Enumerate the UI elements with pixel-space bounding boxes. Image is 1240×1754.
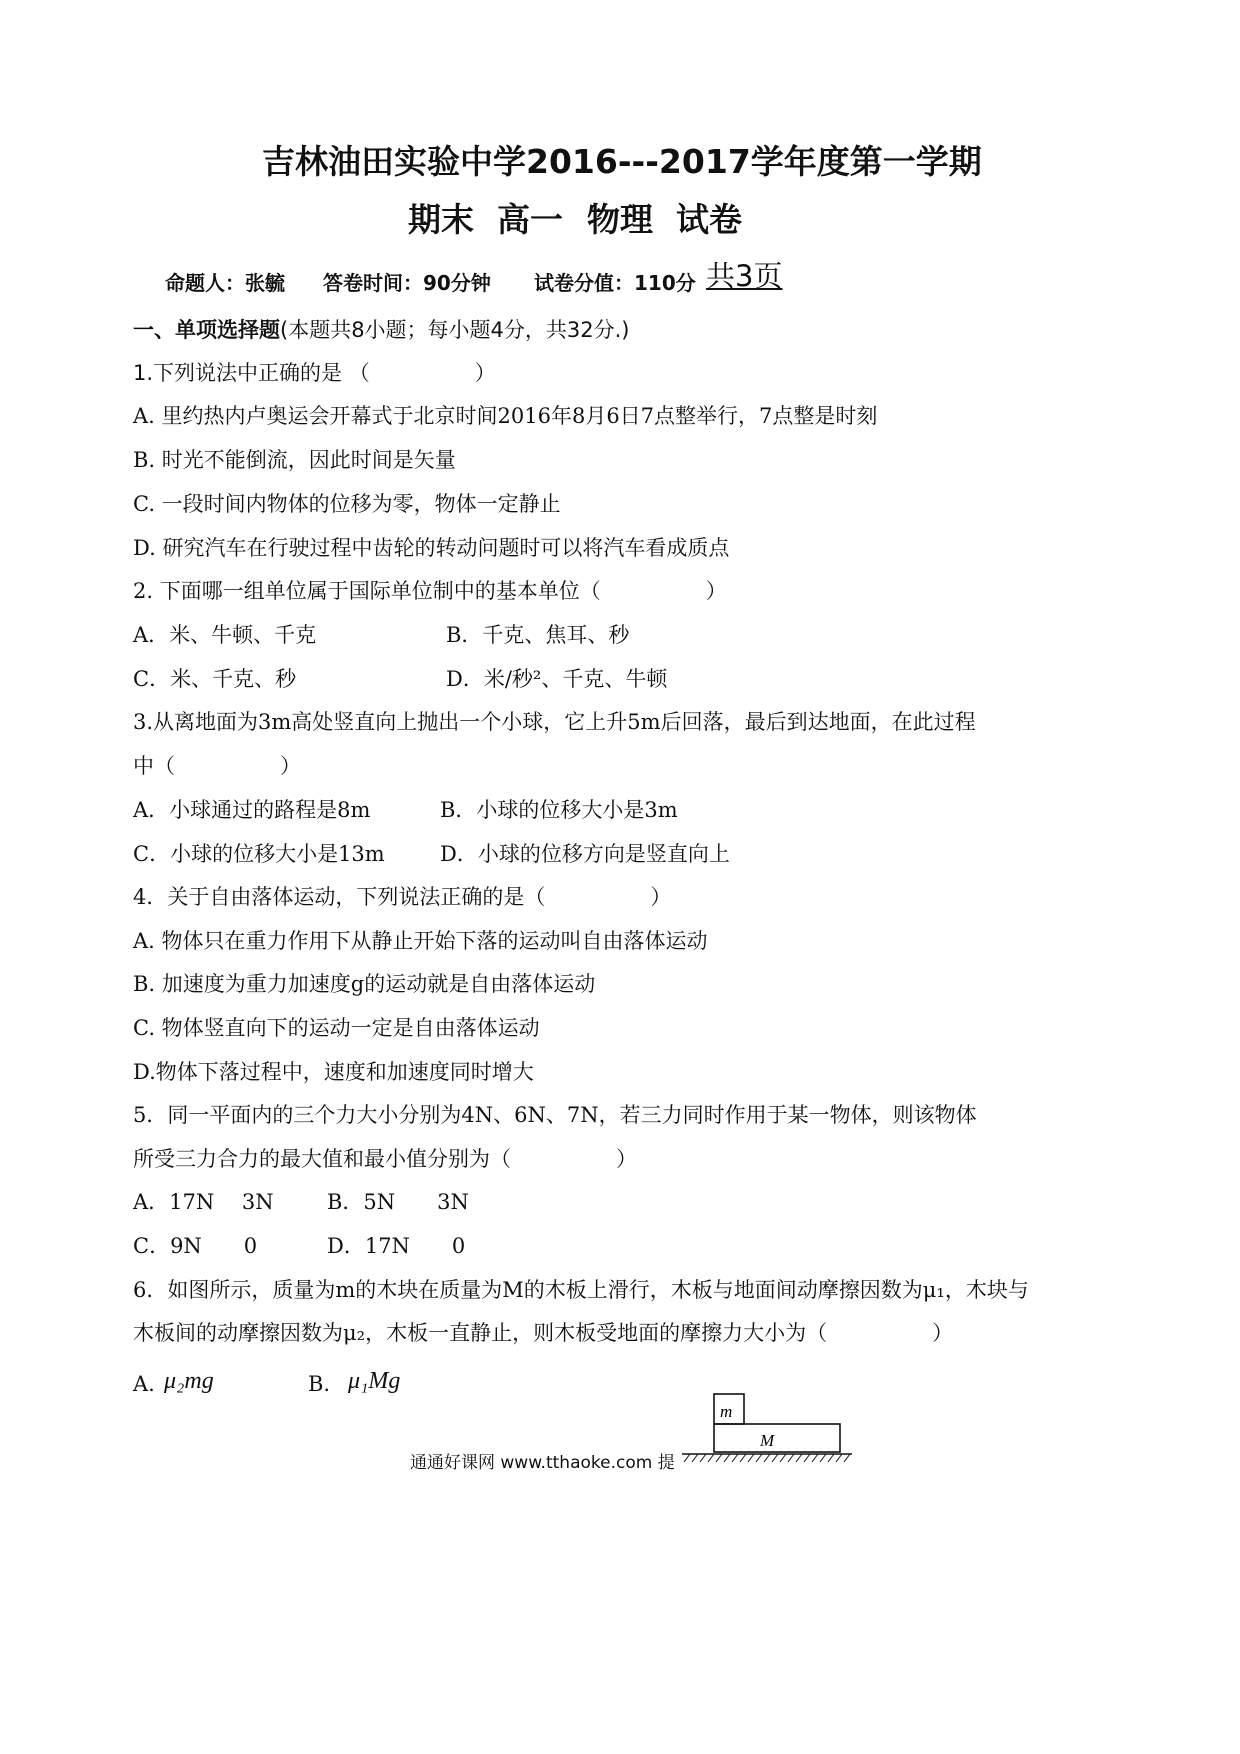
q3-stem-line1: 3.从离地面为3m高处竖直向上抛出一个小球，它上升5m后回落，最后到达地面，在此过程: [133, 710, 976, 734]
q2-option-c: C．米、千克、秒: [133, 667, 297, 691]
section-heading: 一、单项选择题: [133, 318, 280, 342]
q6-figure: [676, 1386, 856, 1468]
subtitle-subject: 物理: [587, 200, 653, 239]
large-block-label: M: [760, 1431, 775, 1450]
q1-stem: 1.下列说法中正确的是 （ ）: [133, 361, 496, 385]
q5-option-b: B．5N 3N: [327, 1190, 469, 1214]
q5-stem-line1: 5．同一平面内的三个力大小分别为4N、6N、7N，若三力同时作用于某一物体，则该物体: [133, 1103, 977, 1127]
q6-option-a-expr: μ₂mg: [164, 1368, 214, 1394]
q6-stem-line1: 6．如图所示，质量为m的木块在质量为M的木板上滑行，木板与地面间动摩擦因数为μ₁，木块与: [133, 1278, 1029, 1302]
q3-option-d: D．小球的位移方向是竖直向上: [440, 842, 730, 866]
q6-option-a-label: A.: [133, 1372, 155, 1396]
q4-option-b: B. 加速度为重力加速度g的运动就是自由落体运动: [133, 972, 596, 996]
q2-stem: 2. 下面哪一组单位属于国际单位制中的基本单位（ ）: [133, 579, 727, 603]
q6-option-b-expr: μ₁Mg: [348, 1368, 401, 1394]
q1-option-d: D. 研究汽车在行驶过程中齿轮的转动问题时可以将汽车看成质点: [133, 536, 730, 560]
q2-option-d: D．米/秒²、千克、牛顿: [446, 667, 668, 691]
q5-option-a: A．17N 3N: [133, 1190, 274, 1214]
author-info: 命题人：张毓: [165, 271, 285, 295]
page-count: 共3页: [706, 259, 783, 293]
q5-option-d: D．17N 0: [327, 1234, 466, 1258]
time-info: 答卷时间：90分钟: [323, 271, 491, 295]
q1-option-c: C. 一段时间内物体的位移为零，物体一定静止: [133, 492, 561, 516]
q3-stem-line2: 中（ ）: [133, 754, 301, 778]
ground-hatching: [684, 1454, 850, 1462]
subtitle-type: 试卷: [676, 200, 742, 239]
q6-option-b-label: B.: [308, 1372, 331, 1396]
q1-option-a: A. 里约热内卢奥运会开幕式于北京时间2016年8月6日7点整举行，7点整是时刻: [133, 404, 878, 428]
q2-option-a: A．米、牛顿、千克: [133, 623, 317, 647]
q4-option-a: A. 物体只在重力作用下从静止开始下落的运动叫自由落体运动: [133, 929, 708, 953]
section-note: (本题共8小题；每小题4分，共32分.): [280, 318, 630, 342]
subtitle-term: 期末: [408, 200, 474, 239]
q3-option-b: B．小球的位移大小是3m: [440, 798, 678, 822]
q3-option-c: C．小球的位移大小是13m: [133, 842, 385, 866]
q4-option-d: D.物体下落过程中，速度和加速度同时增大: [133, 1060, 534, 1084]
q4-stem: 4．关于自由落体运动，下列说法正确的是（ ）: [133, 885, 672, 909]
small-block-label: m: [720, 1402, 733, 1421]
footer-watermark: 通通好课网 www.tthaoke.com 提: [410, 1453, 675, 1473]
subtitle-grade: 高一: [497, 200, 563, 239]
page-title: 吉林油田实验中学2016---2017学年度第一学期: [262, 142, 982, 181]
large-block: [714, 1424, 840, 1452]
q1-option-b: B. 时光不能倒流，因此时间是矢量: [133, 448, 456, 472]
q3-option-a: A．小球通过的路程是8m: [133, 798, 371, 822]
score-info: 试卷分值：110分: [534, 271, 696, 295]
q6-stem-line2: 木板间的动摩擦因数为μ₂，木板一直静止，则木板受地面的摩擦力大小为（ ）: [133, 1321, 954, 1345]
q2-option-b: B．千克、焦耳、秒: [446, 623, 630, 647]
q5-option-c: C．9N 0: [133, 1234, 258, 1258]
q4-option-c: C. 物体竖直向下的运动一定是自由落体运动: [133, 1016, 540, 1040]
q5-stem-line2: 所受三力合力的最大值和最小值分别为（ ）: [133, 1147, 637, 1171]
